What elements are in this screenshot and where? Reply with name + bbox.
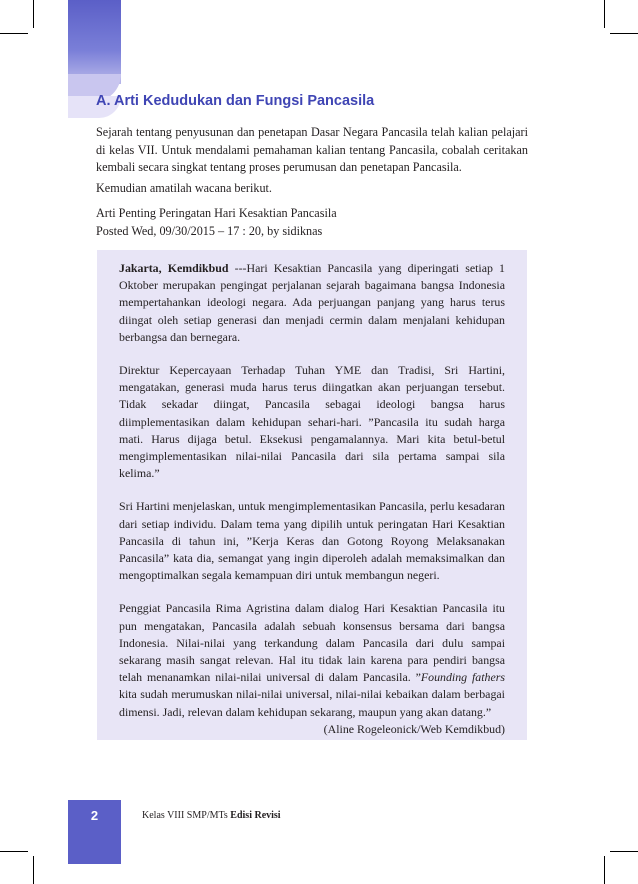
article-italic-phrase: Founding fathers xyxy=(420,670,505,685)
article-body xyxy=(119,260,505,754)
crop-mark xyxy=(33,856,34,884)
article-title: Arti Penting Peringatan Hari Kesaktian Pancasila xyxy=(96,206,337,220)
page-number: 2 xyxy=(90,808,99,823)
footer-book-title xyxy=(142,810,281,821)
crop-mark xyxy=(0,851,28,852)
section-heading: A. Arti Kedudukan dan Fungsi Pancasila xyxy=(96,93,375,109)
article-paragraph: Direktur Kepercayaan Terhadap Tuhan YME dan Tradisi, Sri Hartini, mengatakan, generasi muda harus terus diingatkan akan perjuangan tersebut. Tidak sekadar diingat, Pancasila sebagai ideologi bangsa harus diimplementasikan dalam kehidupan sehari-hari. ”Pancasila itu sudah harga mati. Harus dijaga betul. Eksekusi pengamalannya. Mari kita betul-betul mengimplementasikan nilai-nilai Pancasila dari sila pertama sampai sila kelima.” xyxy=(119,363,505,481)
crop-mark xyxy=(604,856,605,884)
crop-mark xyxy=(610,33,638,34)
article-meta xyxy=(96,205,528,240)
footer-class-label: Kelas VIII SMP/MTs xyxy=(142,810,231,821)
article-paragraph xyxy=(119,260,505,346)
footer-edition: Edisi Revisi xyxy=(230,810,281,821)
article-paragraph-text: ---Hari Kesaktian Pancasila yang diperingati setiap 1 Oktober merupakan pengingat perjalanan sejarah bagaimana bangsa Indonesia mempertahankan ideologi negara. Ada perjuangan panjang yang harus terus diingat oleh setiap generasi dan menjadi cermin dalam menjalani kehidupan berbangsa dan bernegara. xyxy=(119,261,505,344)
crop-mark xyxy=(33,0,34,28)
article-lead: Jakarta, Kemdikbud xyxy=(119,261,229,275)
article-paragraph-text: kita sudah merumuskan nilai-nilai universal, nilai-nilai kebaikan dalam berbagai dimensi. Jadi, relevan dalam kehidupan sekarang, maupun yang akan datang.” xyxy=(119,687,505,719)
article-paragraph xyxy=(119,600,505,720)
article-paragraph-text: Penggiat Pancasila Rima Agristina dalam dialog Hari Kesaktian Pancasila itu pun mengatakan, Pancasila adalah sebuah konsensus bersama dari bangsa Indonesia. Nilai-nilai yang terkandung dalam Pancasila dari dulu sampai sekarang masih sangat relevan. Hal itu tidak lain karena para pendiri bangsa telah menanamkan nilai-nilai universal di dalam Pancasila. ” xyxy=(119,601,505,685)
crop-mark xyxy=(604,0,605,28)
instruction-text: Kemudian amatilah wacana berikut. xyxy=(96,180,272,195)
intro-block xyxy=(96,124,528,197)
article-box xyxy=(97,250,527,740)
article-paragraph: Sri Hartini menjelaskan, untuk mengimplementasikan Pancasila, perlu kesadaran dari setiap individu. Dalam tema yang dipilih untuk peringatan Hari Kesaktian Pancasila di tahun ini, ”Kerja Keras dan Gotong Royong Melaksanakan Pancasila” kata dia, semangat yang ingin diperoleh adalah memaksimalkan dan mengoptimalkan segala kemampuan diri untuk membangun negeri. xyxy=(119,499,505,583)
article-source: (Aline Rogeleonick/Web Kemdikbud) xyxy=(323,721,505,736)
side-bar-top-decoration xyxy=(68,0,121,84)
article-posted-line: Posted Wed, 09/30/2015 – 17 : 20, by sidiknas xyxy=(96,223,323,238)
intro-paragraph: Sejarah tentang penyusunan dan penetapan Dasar Negara Pancasila telah kalian pelajari di kelas VII. Untuk mendalami pemahaman kalian tentang Pancasila, cobalah ceritakan kembali secara singkat tentang proses perumusan dan penetapan Pancasila. xyxy=(96,125,528,174)
crop-mark xyxy=(610,851,638,852)
crop-mark xyxy=(0,33,28,34)
